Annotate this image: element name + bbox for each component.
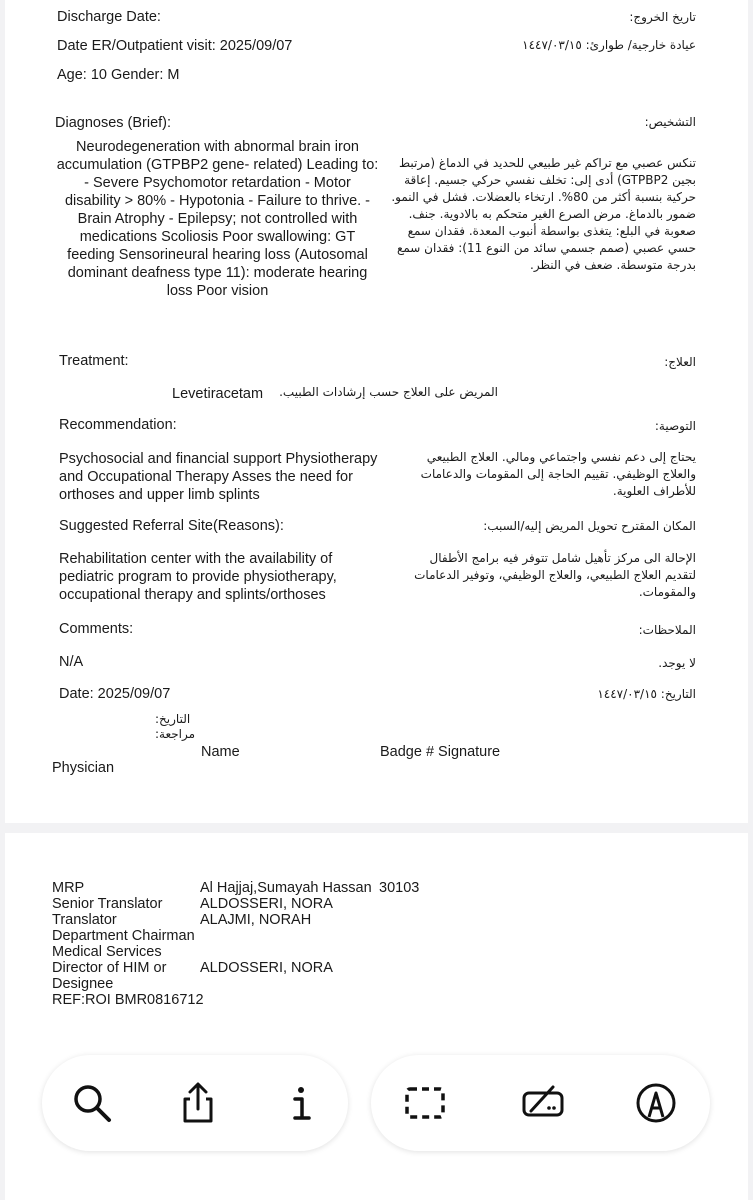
age-gender: Age: 10 Gender: M <box>57 67 180 83</box>
share-button[interactable] <box>170 1075 226 1131</box>
recommendation-label: Recommendation: <box>59 417 177 433</box>
redact-button[interactable] <box>515 1075 571 1131</box>
sign-date-ar: التاريخ: <box>155 712 191 726</box>
treatment-text: Levetiracetam <box>172 386 264 402</box>
selection-button[interactable] <box>397 1075 453 1131</box>
recommendation-text-ar: يحتاج إلى دعم نفسي واجتماعي ومالي. العلاج الطبيعي والعلاج الوظيفي. تقييم الحاجة إلى المقومات والدعامات للأطراف العلوية. <box>420 450 696 498</box>
er-visit-date-ar: عيادة خارجية/ طوارئ: ١٤٤٧/٠٣/١٥ <box>522 38 696 52</box>
mrp-value: Al Hajjaj,Sumayah Hassan <box>200 880 372 896</box>
referral-text: Rehabilitation center with the availability of pediatric program to provide physiotherapy, occupational therapy and splints/orthoses <box>59 551 337 603</box>
markup-icon <box>634 1081 678 1125</box>
markup-button[interactable] <box>628 1075 684 1131</box>
search-button[interactable] <box>64 1075 120 1131</box>
physician-label: Physician <box>52 760 115 776</box>
info-button[interactable] <box>273 1075 329 1131</box>
dept-chairman-label: Department Chairman <box>52 928 195 944</box>
medical-services-label: Medical Services <box>52 944 162 960</box>
sign-name-header: Name <box>201 744 240 760</box>
sign-review-ar: مراجعة: <box>155 727 196 741</box>
treatment-text-ar: المريض على العلاج حسب إرشادات الطبيب. <box>279 385 498 399</box>
designee-label: Designee <box>52 976 114 992</box>
comments-label-ar: الملاحظات: <box>638 623 696 637</box>
toolbar-left-group <box>42 1055 348 1151</box>
info-icon <box>279 1081 323 1125</box>
comments-text: N/A <box>59 654 84 670</box>
er-visit-date: Date ER/Outpatient visit: 2025/09/07 <box>57 38 293 54</box>
discharge-date-label-ar: تاريخ الخروج: <box>629 10 696 24</box>
date-line-ar: التاريخ: ١٤٤٧/٠٣/١٥ <box>597 687 696 701</box>
comments-text-ar: لا يوجد. <box>658 656 696 670</box>
diagnoses-label: Diagnoses (Brief): <box>55 115 172 131</box>
referral-label: Suggested Referral Site(Reasons): <box>59 518 284 534</box>
document-page-1 <box>5 0 748 823</box>
redact-icon <box>521 1081 565 1125</box>
diagnoses-label-ar: التشخيص: <box>644 115 696 129</box>
referral-label-ar: المكان المقترح تحويل المريض إليه/السبب: <box>483 519 696 533</box>
diagnoses-text: Neurodegeneration with abnormal brain iron accumulation (GTPBP2 gene- related) Leading to: - Severe Psychomotor retardation - Motor disability > 80% - Hypotonia - Failure to thrive. - Brain Atrophy - Epilepsy; not controlled with medications Scoliosis Poor swallowing: GT feeding Sensorineural hearing loss (Autosomal dominant deafness type 11): moderate hearing loss Poor vision <box>56 139 379 299</box>
selection-icon <box>403 1081 447 1125</box>
share-icon <box>176 1081 220 1125</box>
toolbar-right-group <box>371 1055 710 1151</box>
date-line: Date: 2025/09/07 <box>59 686 171 702</box>
him-director-value: ALDOSSERI, NORA <box>200 960 333 976</box>
comments-label: Comments: <box>59 621 134 637</box>
recommendation-label-ar: التوصية: <box>654 419 696 433</box>
senior-translator-label: Senior Translator <box>52 896 163 912</box>
senior-translator-value: ALDOSSERI, NORA <box>200 896 333 912</box>
mrp-label: MRP <box>52 880 85 896</box>
him-director-label: Director of HIM or <box>52 960 167 976</box>
sign-badge-header: Badge # Signature <box>380 744 501 760</box>
referral-text-ar: الإحالة الى مركز تأهيل شامل تتوفر فيه برامج الأطفال لتقديم العلاج الطبيعي، والعلاج الوظيفي، وتوفير الدعامات والمقومات. <box>414 551 696 599</box>
ref-number: REF:ROI BMR0816712 <box>52 992 204 1008</box>
search-icon <box>70 1081 114 1125</box>
mrp-badge: 30103 <box>379 880 420 896</box>
translator-value: ALAJMI, NORAH <box>200 912 312 928</box>
treatment-label-ar: العلاج: <box>664 355 696 369</box>
treatment-label: Treatment: <box>59 353 129 369</box>
discharge-date-label: Discharge Date: <box>57 9 161 25</box>
recommendation-text: Psychosocial and financial support Physiotherapy and Occupational Therapy Asses the need for orthoses and upper limb splints <box>59 451 378 503</box>
translator-label: Translator <box>52 912 117 928</box>
diagnoses-text-ar: تنكس عصبي مع تراكم غير طبيعي للحديد في الدماغ (مرتبط بجين GTPBP2) أدى إلى: تخلف نفسي حركي جسيم. إعاقة حركية بنسبة أكثر من 80%. ارتخاء بالعضلات. فشل في النمو. ضمور بالدماغ. مرض الصرع الغير متحكم به بالادوية. جنف. صعوبة في البلع: يتغذى بواسطة أنبوب المعدة. فقدان سمع حسي عصبي (صمم جسمي سائد من النوع 11): فقدان سمع بدرجة متوسطة. ضعف في النظر. <box>391 156 696 272</box>
